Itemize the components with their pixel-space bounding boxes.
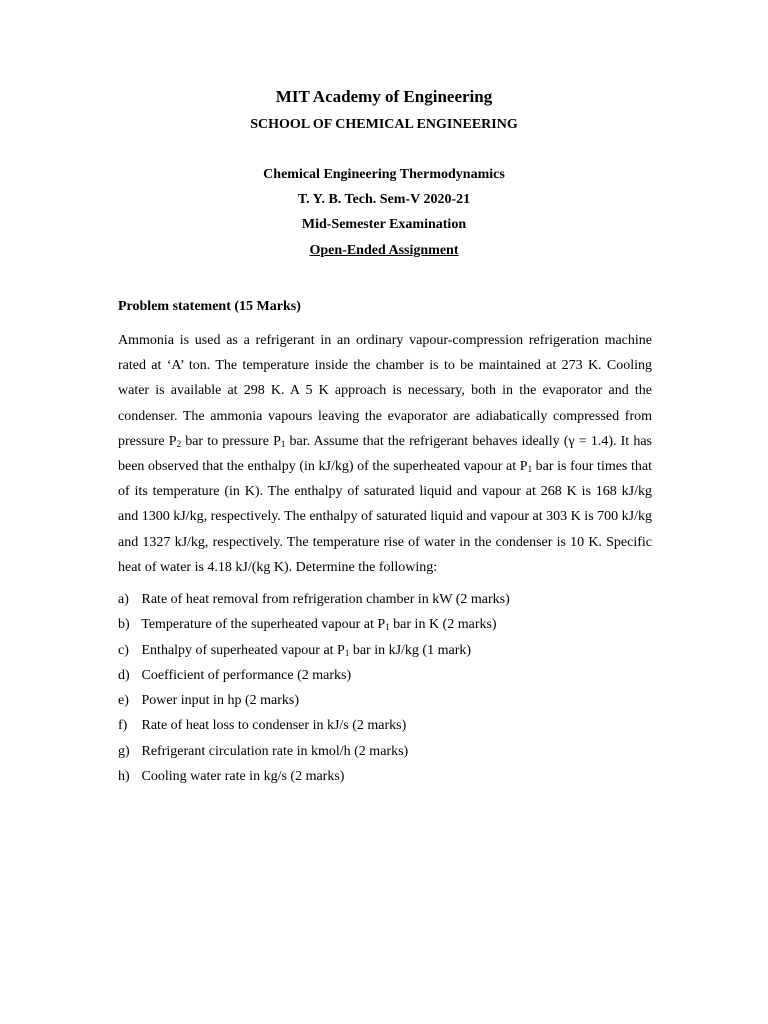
question-item bbox=[118, 767, 510, 792]
question-item bbox=[118, 716, 510, 741]
question-text: Coefficient of performance (2 marks) bbox=[141, 667, 352, 683]
statement-sub-3: 1 bbox=[527, 464, 533, 475]
question-label: e) bbox=[118, 693, 129, 709]
statement-part-1: Ammonia is used as a refrigerant in an ordinary vapour-compression refrigeration machine rated at ‘A’ ton. The temperature inside the chamber is to be maintained at 273 K. Cooling water is available at 298 K. A 5 K approach is necessary, both in the evaporator and the condenser. The ammonia vapours leaving the evaporator are adiabatically compressed from pressure P bbox=[118, 333, 652, 449]
question-item bbox=[118, 615, 510, 640]
statement-sub-1: 2 bbox=[176, 438, 182, 449]
question-text-post: bar in kJ/kg (1 mark) bbox=[349, 642, 472, 658]
question-item bbox=[118, 742, 510, 767]
problem-statement bbox=[118, 328, 652, 580]
question-text-pre: Enthalpy of superheated vapour at P bbox=[141, 642, 345, 658]
question-list bbox=[118, 590, 510, 792]
exam-title: Mid-Semester Examination bbox=[301, 217, 467, 232]
question-text-sub: 1 bbox=[344, 647, 350, 658]
question-text: Rate of heat removal from refrigeration chamber in kW (2 marks) bbox=[141, 592, 510, 607]
question-text-sub: 1 bbox=[385, 622, 390, 633]
statement-part-3: bar. Assume that the refrigerant behaves ideally (γ = 1.4). It has been observed that the enthalpy (in kJ/kg) of the superheated vapour at P bbox=[118, 433, 652, 475]
school-name: SCHOOL OF CHEMICAL ENGINEERING bbox=[250, 117, 518, 132]
question-item bbox=[118, 666, 510, 691]
question-item bbox=[118, 641, 510, 666]
question-text-pre: Temperature of the superheated vapour at P bbox=[141, 617, 386, 633]
question-text: Rate of heat loss to condenser in kJ/s (2 marks) bbox=[141, 718, 407, 734]
question-item bbox=[118, 590, 510, 615]
problem-heading: Problem statement (15 Marks) bbox=[118, 299, 301, 314]
question-label: h) bbox=[118, 769, 130, 785]
question-text: Cooling water rate in kg/s (2 marks) bbox=[141, 769, 345, 785]
question-text: Power input in hp (2 marks) bbox=[141, 693, 299, 709]
course-title: Chemical Engineering Thermodynamics bbox=[263, 167, 505, 182]
question-label: f) bbox=[118, 718, 128, 734]
question-label: g) bbox=[118, 743, 130, 759]
class-semester: T. Y. B. Tech. Sem-V 2020-21 bbox=[297, 192, 471, 207]
question-label: d) bbox=[118, 667, 130, 683]
question-label: a) bbox=[118, 592, 129, 607]
statement-sub-2: 1 bbox=[280, 438, 286, 449]
question-label: b) bbox=[118, 617, 130, 633]
question-label: c) bbox=[118, 642, 129, 658]
institution-name: MIT Academy of Engineering bbox=[275, 87, 493, 106]
assignment-title: Open-Ended Assignment bbox=[309, 243, 459, 258]
statement-part-4: bar is four times that of its temperature (in K). The enthalpy of saturated liquid and vapour at 268 K is 168 kJ/kg and 1300 kJ/kg, respectively. The enthalpy of saturated liquid and vapour at 303 K is 700 kJ/kg and 1327 kJ/kg, respectively. The temperature rise of water in the condenser is 10 K. Specific heat of water is 4.18 kJ/(kg K). Determine the following: bbox=[118, 459, 652, 575]
question-text: Refrigerant circulation rate in kmol/h (2 marks) bbox=[141, 743, 409, 759]
question-item bbox=[118, 691, 510, 716]
assignment-title-wrap bbox=[0, 243, 768, 259]
question-text-post: bar in K (2 marks) bbox=[389, 617, 497, 633]
statement-part-2: bar to pressure P bbox=[181, 433, 281, 449]
